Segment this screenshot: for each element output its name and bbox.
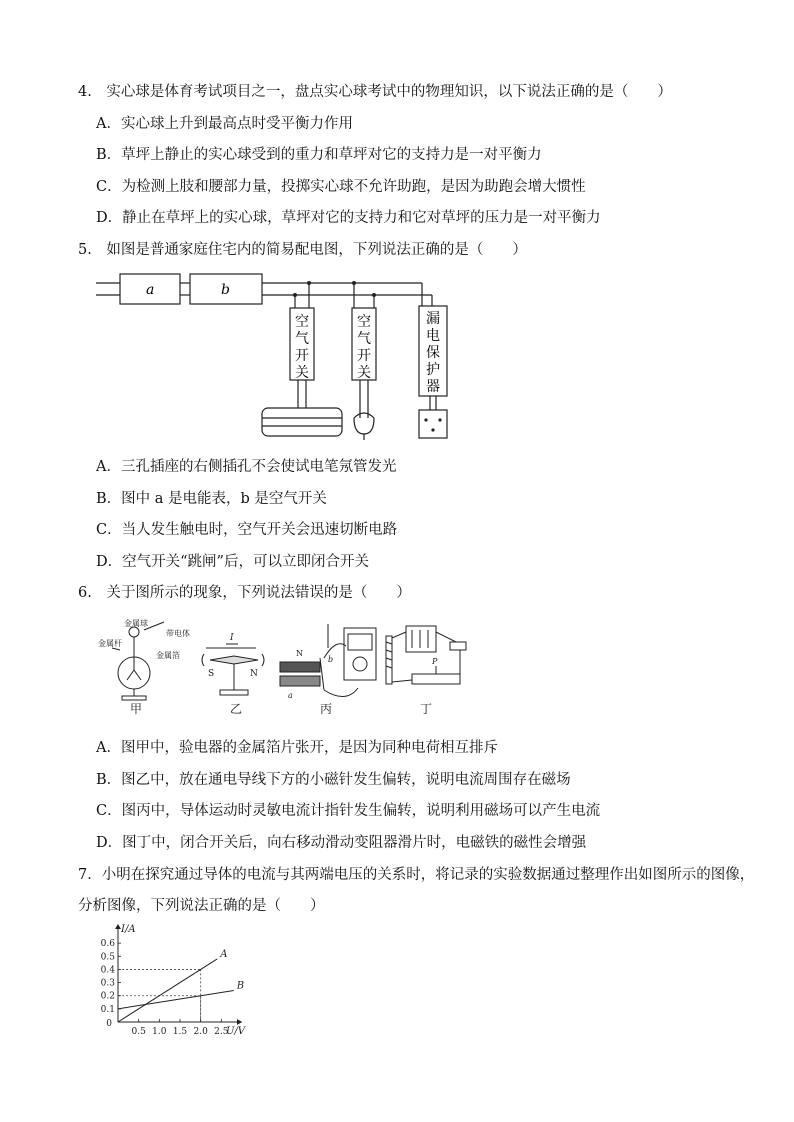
q4-option-a: A．实心球上升到最高点时受平衡力作用 <box>96 116 353 132</box>
label-slider-p: P <box>432 657 438 666</box>
switch1-char: 气 <box>295 331 309 347</box>
label-metal-rod: 金属杆 <box>98 639 122 648</box>
y-tick-label: 0.3 <box>100 978 115 989</box>
label-n-magnet: N <box>296 649 303 658</box>
q6-option-a: A．图甲中，验电器的金属箔片张开，是因为同种电荷相互排斥 <box>96 740 498 756</box>
iu-graph <box>92 922 252 1050</box>
wiring-diagram <box>90 268 460 448</box>
y-tick-label: 0.4 <box>100 965 115 976</box>
q5-option-b: B．图中 a 是电能表，b 是空气开关 <box>96 491 327 507</box>
q4-option-d: D．静止在草坪上的实心球，草坪对它的支持力和它对草坪的压力是一对平衡力 <box>96 210 601 226</box>
q7-stem-line2: 分析图像，下列说法正确的是（ ） <box>78 898 325 914</box>
label-b: b <box>328 655 334 664</box>
x-tick-label: 0.5 <box>131 1027 146 1037</box>
q4-option-b: B．草坪上静止的实心球受到的重力和草坪对它的支持力是一对平衡力 <box>96 147 542 163</box>
protector-char: 护 <box>426 362 440 378</box>
caption-ding: 丁 <box>419 702 433 716</box>
q5-stem: 5. 如图是普通家庭住宅内的简易配电图，下列说法正确的是（ ） <box>78 242 527 258</box>
y-tick-label: 0.2 <box>100 991 115 1002</box>
x-axis-label: U/V <box>226 1026 246 1037</box>
label-n-pole: N <box>250 669 258 679</box>
q4-stem: 4. 实心球是体育考试项目之一，盘点实心球考试中的物理知识，以下说法正确的是（ ） <box>78 84 672 100</box>
label-charged-body: 带电体 <box>166 629 190 638</box>
y-tick-label: 0.1 <box>100 1004 115 1015</box>
origin-label: 0 <box>106 1019 112 1029</box>
y-tick-label: 0.5 <box>100 952 115 963</box>
series-line-B <box>118 990 234 1008</box>
x-tick-label: 1.0 <box>152 1027 167 1037</box>
box-b-label: b <box>221 282 230 298</box>
switch2-char: 关 <box>357 365 371 381</box>
caption-yi: 乙 <box>229 702 243 716</box>
y-axis-label: I/A <box>121 924 136 935</box>
protector-char: 保 <box>426 345 440 361</box>
q7-stem-line1: 7．小明在探究通过导体的电流与其两端电压的关系时，将记录的实验数据通过整理作出如图所示的图像， <box>78 867 755 883</box>
y-tick-label: 0.6 <box>100 939 115 950</box>
electroscope-figure <box>112 622 164 700</box>
x-tick-label: 1.5 <box>172 1027 188 1037</box>
box-a-label: a <box>146 282 155 298</box>
x-tick-label: 2.0 <box>193 1027 208 1037</box>
label-a: a <box>288 691 293 700</box>
protector-char: 漏 <box>426 311 440 327</box>
label-current: I <box>230 633 234 643</box>
caption-jia: 甲 <box>129 702 143 716</box>
q5-option-c: C．当人发生触电时，空气开关会迅速切断电路 <box>96 522 398 538</box>
series-label-A: A <box>220 948 228 960</box>
protector-char: 器 <box>426 379 440 395</box>
label-metal-foil: 金属箔 <box>156 651 180 660</box>
caption-bing: 丙 <box>319 702 333 716</box>
series-label-B: B <box>236 980 245 992</box>
x-axis-arrow <box>237 1019 242 1025</box>
switch2-char: 空 <box>357 314 371 330</box>
x-tick-label: 2.5 <box>214 1027 229 1037</box>
label-s-pole: S <box>208 669 215 679</box>
q6-option-c: C．图丙中，导体运动时灵敏电流计指针发生偏转，说明利用磁场可以产生电流 <box>96 803 601 819</box>
switch2-char: 气 <box>357 331 371 347</box>
switch1-char: 空 <box>295 314 309 330</box>
q4-option-c: C．为检测上肢和腰部力量，投掷实心球不允许助跑，是因为助跑会增大惯性 <box>96 179 586 195</box>
switch1-char: 开 <box>295 348 309 364</box>
q5-option-a: A．三孔插座的右侧插孔不会使试电笔氖管发光 <box>96 459 397 475</box>
protector-char: 电 <box>426 328 440 344</box>
switch1-char: 关 <box>295 365 309 381</box>
label-metal-ball: 金属球 <box>124 619 148 628</box>
electromagnet-figure <box>386 626 466 684</box>
q5-option-d: D．空气开关“跳闸”后，可以立即闭合开关 <box>96 554 369 570</box>
series-line-A <box>118 959 217 1022</box>
q6-option-b: B．图乙中，放在通电导线下方的小磁针发生偏转，说明电流周围存在磁场 <box>96 772 571 788</box>
switch2-char: 开 <box>357 348 371 364</box>
q6-stem: 6. 关于图所示的现象，下列说法错误的是（ ） <box>78 585 411 601</box>
physics-figures <box>96 618 476 716</box>
q6-option-d: D．图丁中，闭合开关后，向右移动滑动变阻器滑片时，电磁铁的磁性会增强 <box>96 835 587 851</box>
